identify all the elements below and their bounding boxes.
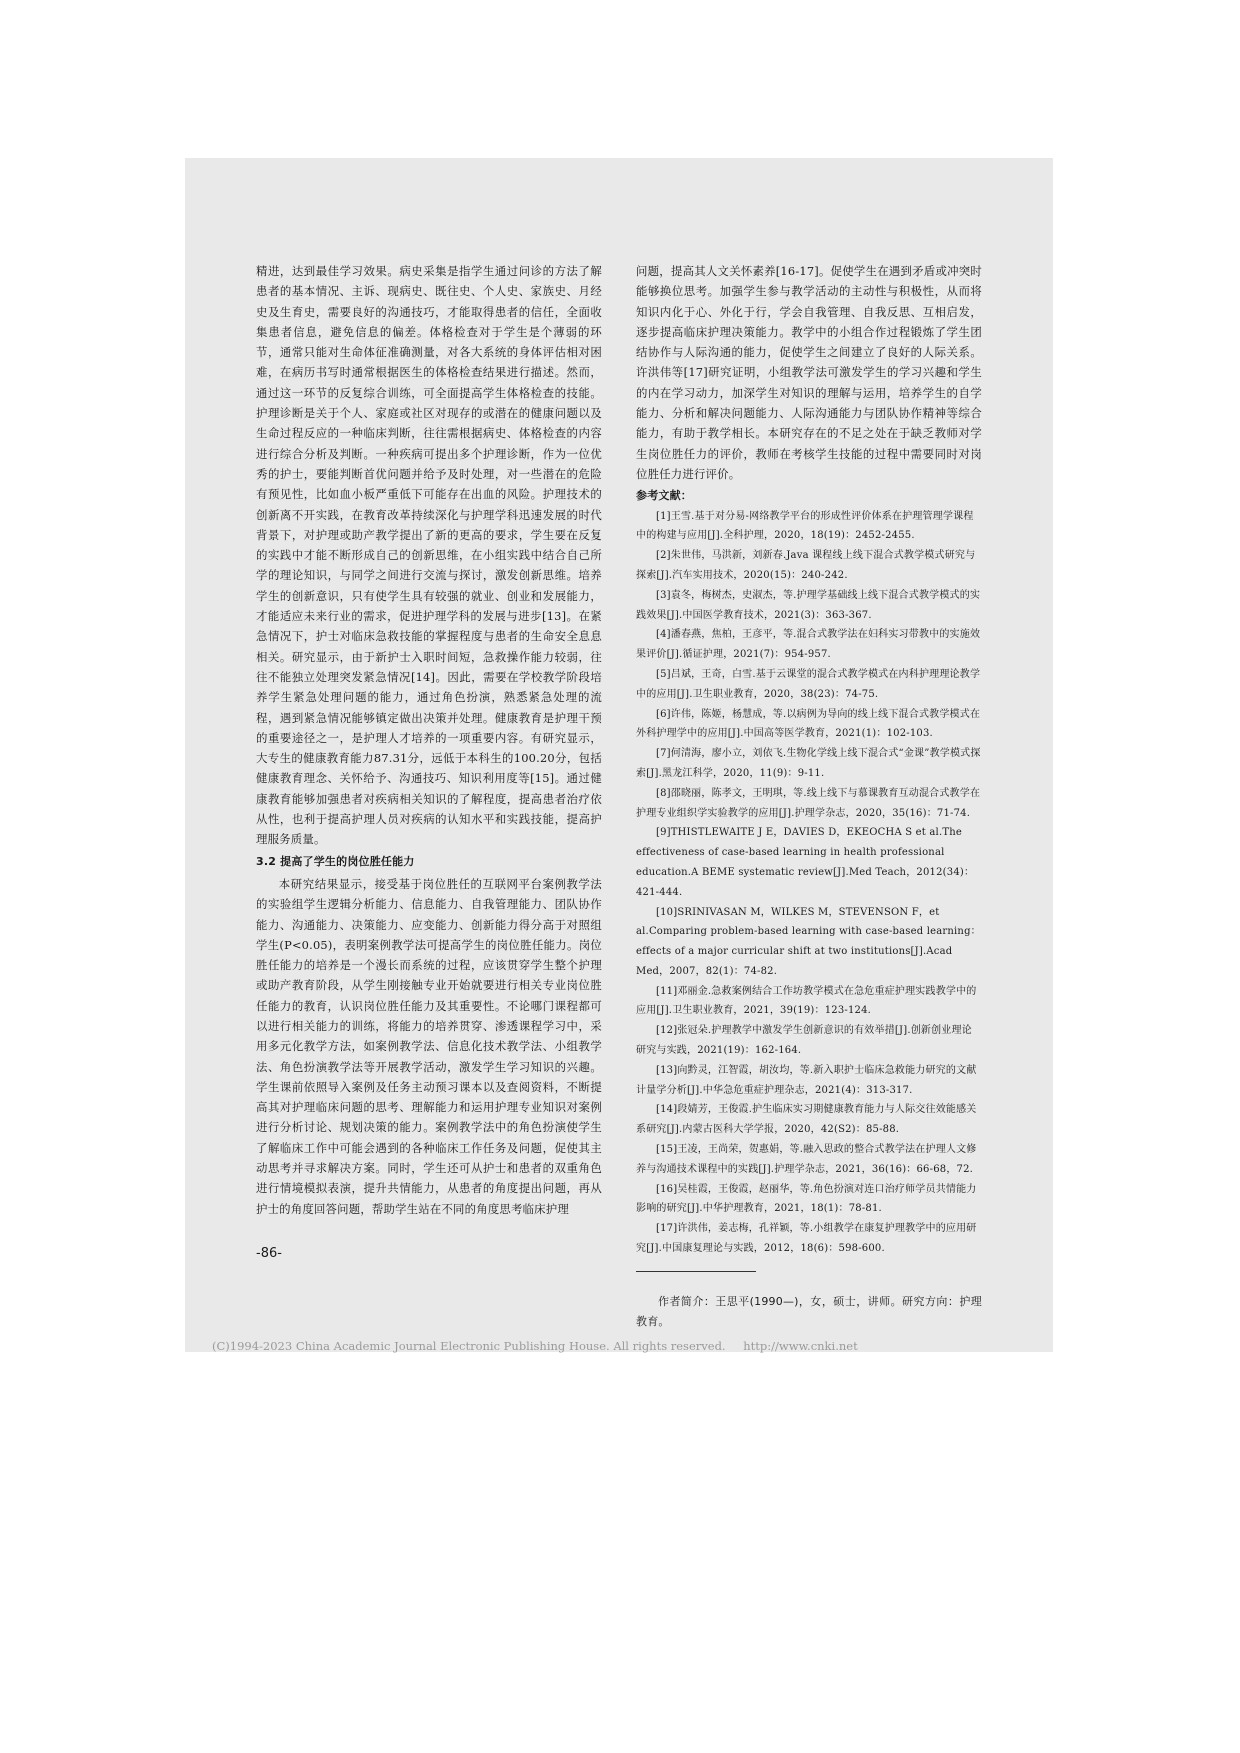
reference-item: [2]朱世伟，马洪新，刘新春.Java 课程线上线下混合式教学模式研究与探索[J].汽车实用技术，2020(15)：240-242. <box>636 550 976 581</box>
references-title: 参考文献： <box>636 489 692 503</box>
copyright-text: (C)1994-2023 China Academic Journal Electronic Publishing House. All rights reserved. <box>212 1339 726 1353</box>
author-bio: 作者简介：王思平(1990—)，女，硕士，讲师。研究方向：护理教育。 <box>636 1294 982 1328</box>
left-column <box>256 261 602 1219</box>
body-paragraph: 精进，达到最佳学习效果。病史采集是指学生通过问诊的方法了解患者的基本情况、主诉、现病史、既往史、个人史、家族史、月经史及生育史，需要良好的沟通技巧，才能取得患者的信任，全面收集患者信息，避免信息的偏差。体格检查对于学生是个薄弱的环节，通常只能对生命体征准确测量，对各大系统的身体评估相对困难，在病历书写时通常根据医生的体格检查结果进行描述。然而，通过这一环节的反复综合训练，可全面提高学生体格检查的技能。护理诊断是关于个人、家庭或社区对现存的或潜在的健康问题以及生命过程反应的一种临床判断，往往需根据病史、体格检查的内容进行综合分析及判断。一种疾病可提出多个护理诊断，作为一位优秀的护士，要能判断首优问题并给予及时处理，对一些潜在的危险有预见性，比如血小板严重低下可能存在出血的风险。护理技术的创新离不开实践，在教育改革持续深化与护理学科迅速发展的时代背景下，对护理或助产教学提出了新的更高的要求，学生要在反复的实践中才能不断形成自己的创新思维，在小组实践中结合自己所学的理论知识，与同学之间进行交流与探讨，激发创新思维。培养学生的创新意识，只有使学生具有较强的就业、创业和发展能力，才能适应未来行业的需求，促进护理学科的发展与进步[13]。在紧急情况下，护士对临床急救技能的掌握程度与患者的生命安全息息相关。研究显示，由于新护士入职时间短，急救操作能力较弱，往往不能独立处理突发紧急情况[14]。因此，需要在学校教学阶段培养学生紧急处理问题的能力，通过角色扮演，熟悉紧急处理的流程，遇到紧急情况能够镇定做出决策并处理。健康教育是护理干预的重要途径之一，是护理人才培养的一项重要内容。有研究显示，大专生的健康教育能力87.31分，远低于本科生的100.20分，包括健康教育理念、关怀给予、沟通技巧、知识利用度等[15]。通过健康教育能够加强患者对疾病相关知识的了解程度，提高患者治疗依从性，也利于提高护理人员对疾病的认知水平和实践技能，提高护理服务质量。 <box>256 264 602 847</box>
reference-item: [4]潘春燕，焦柏，王彦平，等.混合式教学法在妇科实习带教中的实施效果评价[J].循证护理，2021(7)：954-957. <box>636 629 981 661</box>
reference-item: [16]吴桂霞，王俊霞，赵丽华，等.角色扮演对连口治疗师学员共情能力影响的研究[J].中华护理教育，2021，18(1)：78-81. <box>636 1183 977 1215</box>
body-paragraph: 问题，提高其人文关怀素养[16-17]。促使学生在遇到矛盾或冲突时能够换位思考。加强学生参与教学活动的主动性与积极性，从而将知识内化于心、外化于行，学会自我管理、自我反思、互相启发，逐步提高临床护理决策能力。教学中的小组合作过程锻炼了学生团结协作与人际沟通的能力，促使学生之间建立了良好的人际关系。许洪伟等[17]研究证明，小组教学法可激发学生的学习兴趣和学生的内在学习动力，加深学生对知识的理解与运用，培养学生的自学能力、分析和解决问题能力、人际沟通能力与团队协作精神等综合能力，有助于教学相长。本研究存在的不足之处在于缺乏教师对学生岗位胜任力的评价，教师在考核学生技能的过程中需要同时对岗位胜任力进行评价。 <box>636 264 982 481</box>
reference-item: [6]许伟，陈姬，杨慧成，等.以病例为导向的线上线下混合式教学模式在外科护理学中的应用[J].中国高等医学教育，2021(1)：102-103. <box>636 708 981 740</box>
page-sheet <box>185 158 1053 1352</box>
right-column <box>636 261 982 1332</box>
reference-item: [17]许洪伟，姜志梅，孔祥颖，等.小组教学在康复护理教学中的应用研究[J].中国康复理论与实践，2012，18(6)：598-600. <box>636 1223 977 1255</box>
section-heading: 3.2 提高了学生的岗位胜任能力 <box>256 854 415 868</box>
reference-item: [3]袁冬，梅树杰，史淑杰，等.护理学基础线上线下混合式教学模式的实践效果[J].中国医学教育技术，2021(3)：363-367. <box>636 589 981 621</box>
separator-line <box>636 1271 756 1272</box>
reference-item: [12]张冠朵.护理教学中激发学生创新意识的有效举措[J].创新创业理论研究与实践，2021(19)：162-164. <box>636 1025 972 1057</box>
reference-item: [7]何清海，廖小立，刘依飞.生物化学线上线下混合式“金课”教学模式探索[J].黑龙江科学，2020，11(9)：9-11. <box>636 748 981 779</box>
reference-item: [9]THISTLEWAITE J E，DAVIES D，EKEOCHA S et al.The effectiveness of case-based learning in health professional education.A BEME systematic review[J].Med Teach，2012(34)：421-444. <box>636 827 975 898</box>
reference-item: [8]邵晓丽，陈孝文，王明琪，等.线上线下与慕课教育互动混合式教学在护理专业组织学实验教学的应用[J].护理学杂志，2020，35(16)：71-74. <box>636 787 981 819</box>
reference-item: [14]段婧芳，王俊霞.护生临床实习期健康教育能力与人际交往效能感关系研究[J].内蒙古医科大学学报，2020，42(S2)：85-88. <box>636 1104 977 1136</box>
reference-item: [13]向黔灵，江智霞，胡汝均，等.新入职护士临床急救能力研究的文献计量学分析[J].中华急危重症护理杂志，2021(4)：313-317. <box>636 1064 977 1096</box>
footer <box>0 1339 1240 1353</box>
reference-item: [15]王凌，王尚荣，贺惠娟，等.融入思政的整合式教学法在护理人文修养与沟通技术课程中的实践[J].护理学杂志，2021，36(16)：66-68，72. <box>636 1144 977 1175</box>
page-number: -86- <box>256 1246 282 1261</box>
reference-item: [5]吕斌，王奇，白雪.基于云课堂的混合式教学模式在内科护理理论教学中的应用[J].卫生职业教育，2020，38(23)：74-75. <box>636 668 981 700</box>
reference-item: [10]SRINIVASAN M，WILKES M，STEVENSON F，et al.Comparing problem-based learning with case-based learning：effects of a major curricular shift at two institutions[J].Acad Med，2007，82(1)：74-82. <box>636 906 981 977</box>
reference-item: [11]邓丽金.急救案例结合工作坊教学模式在急危重症护理实践教学中的应用[J].卫生职业教育，2021，39(19)：123-124. <box>636 985 977 1017</box>
footer-url: http://www.cnki.net <box>743 1339 858 1353</box>
body-paragraph: 本研究结果显示，接受基于岗位胜任的互联网平台案例教学法的实验组学生逻辑分析能力、信息能力、自我管理能力、团队协作能力、沟通能力、决策能力、应变能力、创新能力得分高于对照组学生(P<0.05)，表明案例教学法可提高学生的岗位胜任能力。岗位胜任能力的培养是一个漫长而系统的过程，应该贯穿学生整个护理或助产教育阶段，从学生刚接触专业开始就要进行相关专业岗位胜任能力的教育，认识岗位胜任能力及其重要性。不论哪门课程都可以进行相关能力的训练，将能力的培养贯穿、渗透课程学习中，采用多元化教学方法，如案例教学法、信息化技术教学法、小组教学法、角色扮演教学法等开展教学活动，激发学生学习知识的兴趣。学生课前依照导入案例及任务主动预习课本以及查阅资料，不断提高其对护理临床问题的思考、理解能力和运用护理专业知识对案例进行分析讨论、规划决策的能力。案例教学法中的角色扮演使学生了解临床工作中可能会遇到的各种临床工作任务及问题，促使其主动思考并寻求解决方案。同时，学生还可从护士和患者的双重角色进行情境模拟表演，提升共情能力，从患者的角度提出问题，再从护士的角度回答问题，帮助学生站在不同的角度思考临床护理 <box>256 876 602 1216</box>
reference-item: [1]王雪.基于对分易-网络教学平台的形成性评价体系在护理管理学课程中的构建与应用[J].全科护理，2020，18(19)：2452-2455. <box>636 510 974 542</box>
